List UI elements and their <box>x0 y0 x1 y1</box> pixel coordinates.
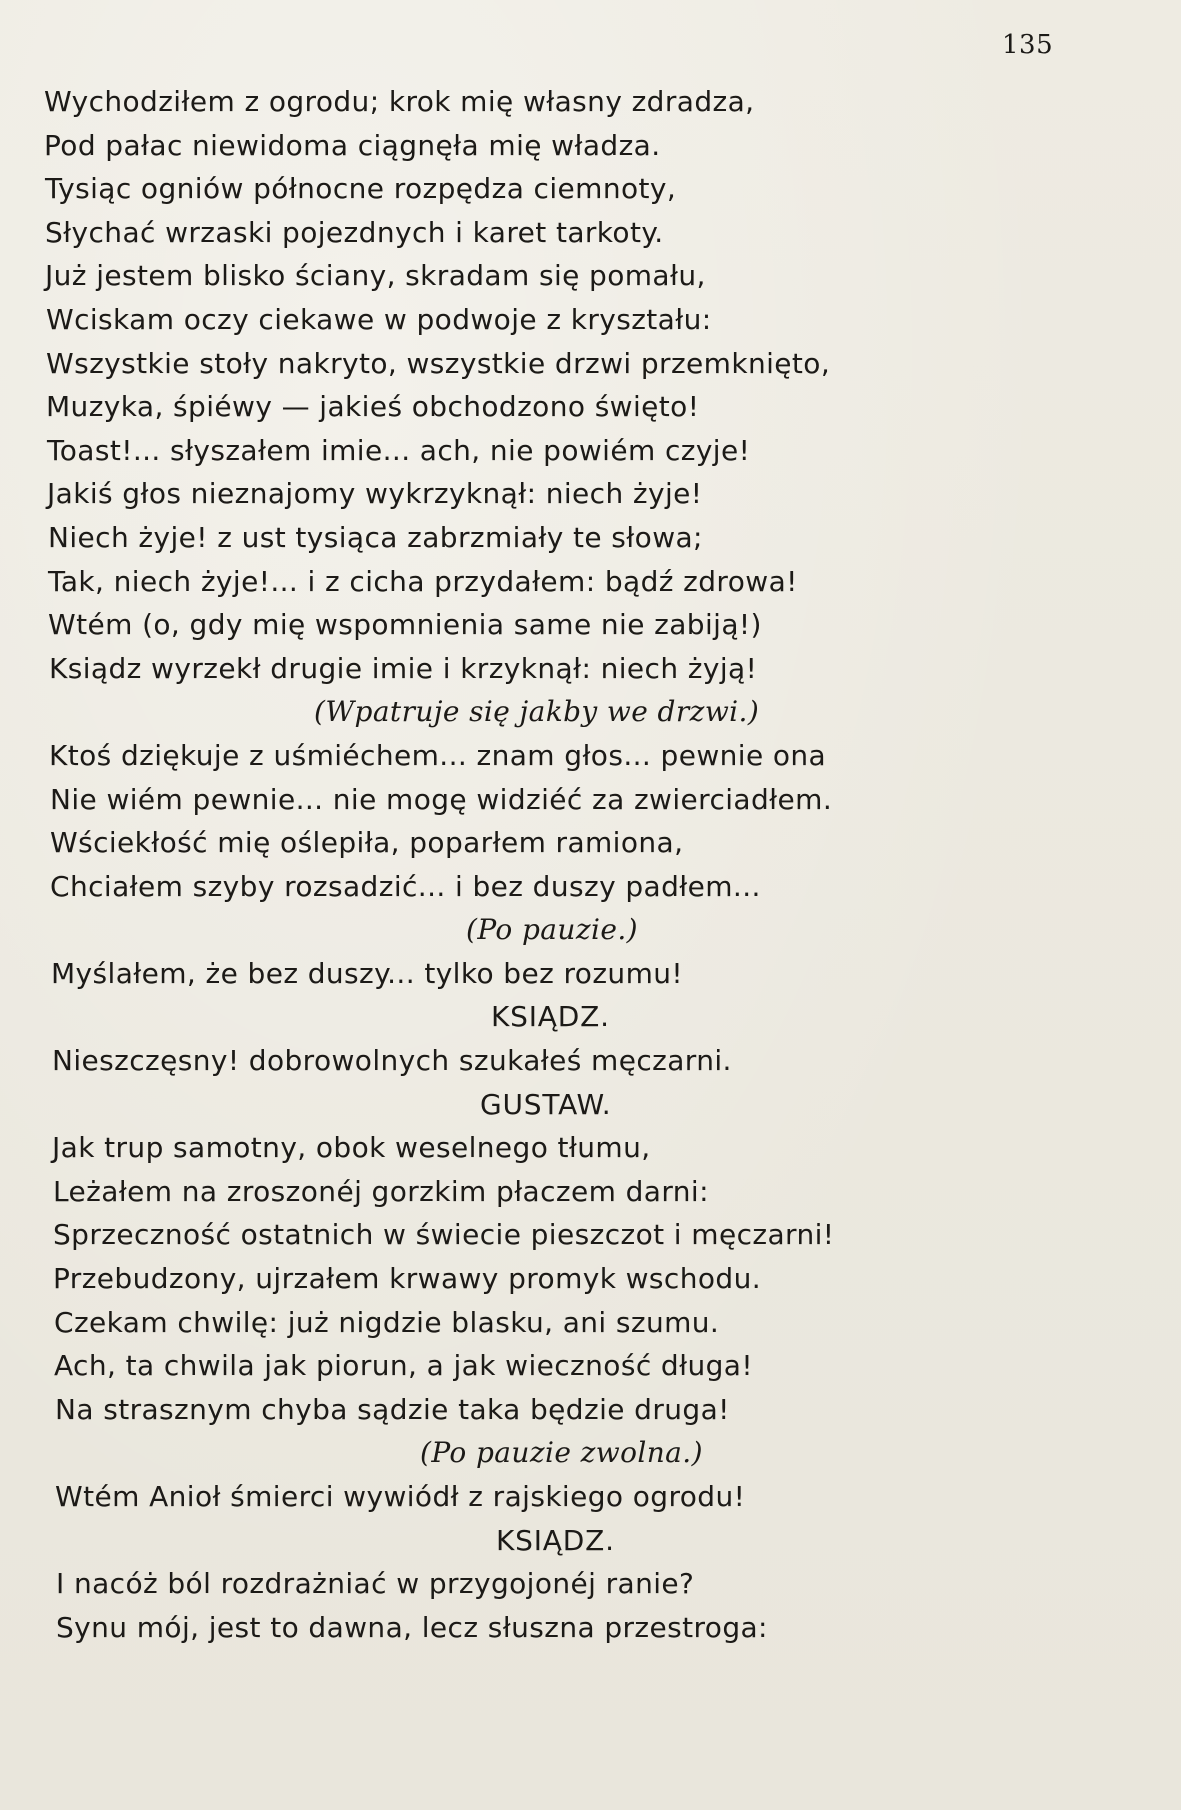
verse-text-block <box>44 80 1144 1649</box>
verse-line: Myślałem, że bez duszy... tylko bez rozumu! <box>51 956 684 990</box>
page-number: 135 <box>1002 30 1054 60</box>
verse-line: Leżałem na zroszonéj gorzkim płaczem darni: <box>53 1174 709 1208</box>
verse-line: Na strasznym chyba sądzie taka będzie druga! <box>55 1392 730 1426</box>
verse-line: Chciałem szyby rozsadzić... i bez duszy padłem... <box>50 869 761 903</box>
verse-line: Jakiś głos nieznajomy wykrzyknął: niech żyje! <box>47 477 703 511</box>
verse-line: Słychać wrzaski pojezdnych i karet tarkoty. <box>45 215 664 249</box>
verse-line: Toast!... słyszałem imie... ach, nie powiém czyje! <box>47 433 751 467</box>
verse-line: I nacóż ból rozdrażniać w przygojonéj ranie? <box>56 1567 695 1601</box>
verse-line: Synu mój, jest to dawna, lecz słuszna przestroga: <box>56 1610 768 1644</box>
verse-line: Wtém Anioł śmierci wywiódł z rajskiego ogrodu! <box>55 1480 746 1513</box>
verse-line: Już jestem blisko ściany, skradam się pomału, <box>45 259 706 293</box>
verse-line: Nie wiém pewnie... nie mogę widziéć za zwierciadłem. <box>50 782 833 816</box>
stage-direction: (Po pauzie zwolna.) <box>420 1436 703 1470</box>
verse-line: Niech żyje! z ust tysiąca zabrzmiały te słowa; <box>48 520 703 554</box>
stage-direction: (Po pauzie.) <box>466 913 638 947</box>
verse-line: Tak, niech żyje!... i z cicha przydałem: bądź zdrowa! <box>48 564 798 598</box>
verse-line: Tysiąc ogniów północne rozpędza ciemnoty, <box>45 172 677 206</box>
verse-line: Jak trup samotny, obok weselnego tłumu, <box>52 1131 651 1165</box>
verse-line: Ksiądz wyrzekł drugie imie i krzyknął: niech żyją! <box>49 651 758 685</box>
verse-line: Wciskam oczy ciekawe w podwoje z kryształu: <box>46 302 712 336</box>
verse-line: Wtém (o, gdy mię wspomnienia same nie zabiją!) <box>48 608 762 642</box>
verse-line: Sprzeczność ostatnich w świecie pieszczot i męczarni! <box>53 1218 835 1252</box>
verse-line: Pod pałac niewidoma ciągnęła mię władza. <box>44 128 661 162</box>
stage-direction: (Wpatruje się jakby we drzwi.) <box>314 695 760 729</box>
speaker-name: KSIĄDZ. <box>491 1000 610 1034</box>
verse-line: Ktoś dziękuje z uśmiéchem... znam głos... pewnie ona <box>49 738 827 772</box>
verse-line: Wszystkie stoły nakryto, wszystkie drzwi przemknięto, <box>46 346 831 380</box>
verse-line: Muzyka, śpiéwy — jakieś obchodzono święto! <box>46 390 700 424</box>
speaker-name: KSIĄDZ. <box>496 1523 615 1557</box>
verse-line: Wściekłość mię oślepiła, poparłem ramiona, <box>50 826 684 860</box>
verse-line: Przebudzony, ujrzałem krwawy promyk wschodu. <box>53 1262 762 1296</box>
verse-line: Wychodziłem z ogrodu; krok mię własny zdradza, <box>44 85 755 118</box>
verse-line: Czekam chwilę: już nigdzie blasku, ani szumu. <box>54 1305 720 1339</box>
speaker-name: GUSTAW. <box>480 1087 612 1121</box>
verse-line: Nieszczęsny! dobrowolnych szukałeś męczarni. <box>52 1044 732 1078</box>
verse-line: Ach, ta chwila jak piorun, a jak wieczność długa! <box>54 1349 753 1383</box>
